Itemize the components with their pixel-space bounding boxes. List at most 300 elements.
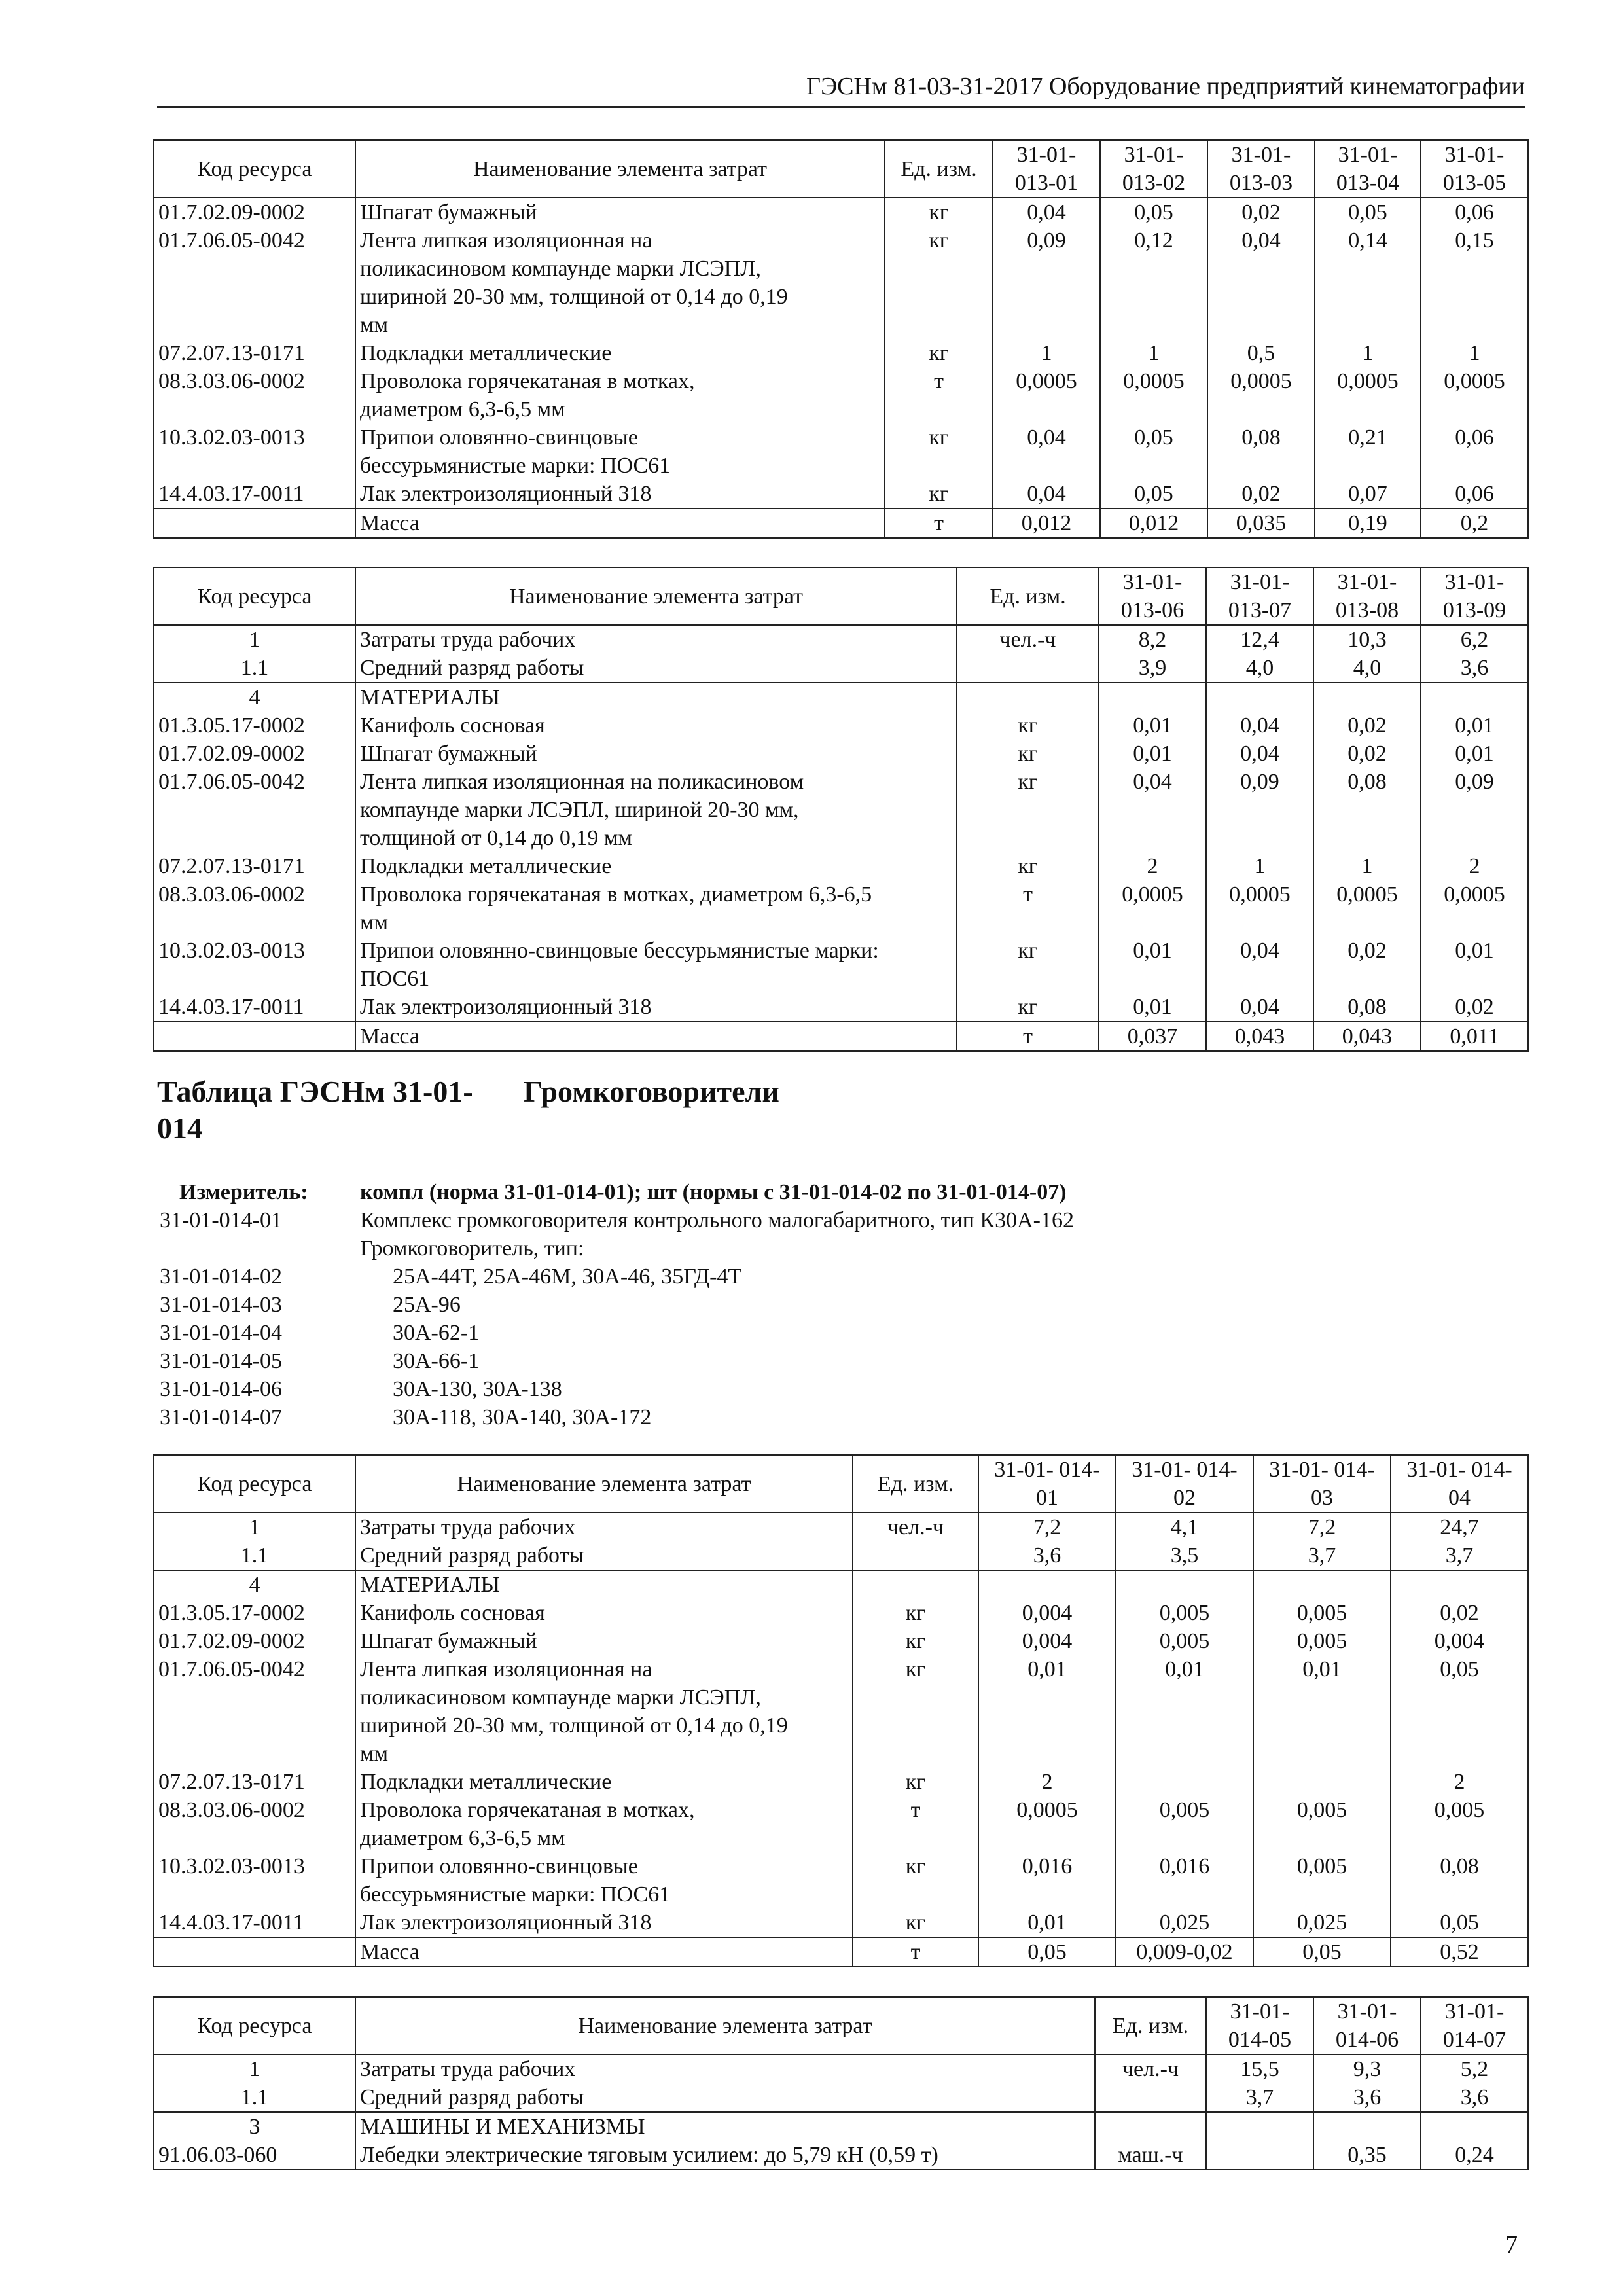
table-row xyxy=(154,423,1528,480)
value-cell: 0,04 xyxy=(993,198,1100,226)
table-row xyxy=(154,198,1528,226)
cost-element-name: Лак электроизоляционный 318 xyxy=(355,480,885,509)
col-header-name: Наименование элемента затрат xyxy=(355,1455,853,1513)
norm-line xyxy=(160,1234,1074,1263)
value-cell: 2 xyxy=(1099,852,1206,880)
value-cell: 6,2 xyxy=(1421,625,1528,654)
value-cell xyxy=(1206,2112,1313,2141)
value-cell: 5,2 xyxy=(1421,2054,1528,2083)
col-header-norm: 31-01- 014- 01 xyxy=(978,1455,1116,1513)
value-cell: 2 xyxy=(1421,852,1528,880)
table-row xyxy=(154,2083,1528,2112)
col-header-norm: 31-01- 014- 04 xyxy=(1391,1455,1528,1513)
table-row xyxy=(154,1796,1528,1852)
value-cell xyxy=(1253,1768,1391,1796)
col-header-name: Наименование элемента затрат xyxy=(355,140,885,198)
unit-cell: кг xyxy=(957,740,1099,768)
norm-description: 25А-44Т, 25А-46М, 30А-46, 35ГД-4Т xyxy=(393,1265,742,1289)
table-row xyxy=(154,654,1528,683)
value-cell: 4,1 xyxy=(1116,1513,1253,1541)
cost-element-name: МАШИНЫ И МЕХАНИЗМЫ xyxy=(355,2112,1095,2141)
value-cell: 0,005 xyxy=(1253,1627,1391,1655)
value-cell: 0,02 xyxy=(1313,740,1421,768)
value-cell xyxy=(1116,1768,1253,1796)
value-cell: 1 xyxy=(1313,852,1421,880)
table-row xyxy=(154,1570,1528,1599)
value-cell: 0,04 xyxy=(1099,768,1206,852)
col-header-name: Наименование элемента затрат xyxy=(355,567,957,625)
value-cell: 9,3 xyxy=(1313,2054,1421,2083)
norm-code: 31-01-014-05 xyxy=(160,1349,282,1373)
table-row xyxy=(154,480,1528,509)
cost-element-name: Масса xyxy=(355,1937,853,1967)
value-cell: 0,0005 xyxy=(993,367,1100,423)
table-row xyxy=(154,1852,1528,1909)
unit-cell: кг xyxy=(853,1768,978,1796)
unit-cell: т xyxy=(885,509,993,538)
unit-cell xyxy=(853,1570,978,1599)
unit-cell xyxy=(1095,2112,1206,2141)
value-cell: 4,0 xyxy=(1313,654,1421,683)
cost-element-name: Подкладки металлические xyxy=(355,1768,853,1796)
value-cell: 0,005 xyxy=(1116,1796,1253,1852)
unit-cell: кг xyxy=(885,480,993,509)
table-row xyxy=(154,1541,1528,1570)
resource-code: 4 xyxy=(154,1570,355,1599)
norm-description: 30А-66-1 xyxy=(393,1349,480,1373)
measurer-block xyxy=(160,1178,1074,1431)
col-header-code: Код ресурса xyxy=(154,140,355,198)
value-cell: 0,06 xyxy=(1421,423,1528,480)
value-cell: 0,01 xyxy=(1116,1655,1253,1768)
value-cell: 0,01 xyxy=(978,1909,1116,1937)
norm-description: Громкоговоритель, тип: xyxy=(360,1236,584,1261)
col-header-norm: 31-01- 014- 02 xyxy=(1116,1455,1253,1513)
measurer-row xyxy=(160,1178,1074,1206)
norm-description: 30А-118, 30А-140, 30А-172 xyxy=(393,1405,652,1429)
value-cell: 0,2 xyxy=(1421,509,1528,538)
value-cell: 0,08 xyxy=(1391,1852,1528,1909)
value-cell: 3,6 xyxy=(1313,2083,1421,2112)
resource-table-014-01-04 xyxy=(153,1454,1529,1967)
value-cell: 0,0005 xyxy=(1421,880,1528,937)
value-cell: 0,01 xyxy=(1253,1655,1391,1768)
norm-description: 30А-130, 30А-138 xyxy=(393,1377,562,1401)
cost-element-name: Средний разряд работы xyxy=(355,654,957,683)
value-cell: 0,35 xyxy=(1313,2141,1421,2170)
table-row xyxy=(154,1599,1528,1627)
value-cell: 2 xyxy=(1391,1768,1528,1796)
norm-line xyxy=(160,1403,1074,1431)
unit-cell: кг xyxy=(957,937,1099,993)
value-cell: 0,09 xyxy=(993,226,1100,339)
resource-code: 3 xyxy=(154,2112,355,2141)
col-header-code: Код ресурса xyxy=(154,1997,355,2054)
value-cell: 7,2 xyxy=(978,1513,1116,1541)
col-header-norm: 31-01- 013-02 xyxy=(1100,140,1207,198)
value-cell: 3,7 xyxy=(1206,2083,1313,2112)
value-cell: 0,01 xyxy=(1099,740,1206,768)
norm-code: 31-01-014-04 xyxy=(160,1321,282,1345)
value-cell: 0,52 xyxy=(1391,1937,1528,1967)
table-row xyxy=(154,937,1528,993)
cost-element-name: Подкладки металлические xyxy=(355,852,957,880)
value-cell: 0,01 xyxy=(1099,993,1206,1022)
value-cell: 0,05 xyxy=(1391,1655,1528,1768)
unit-cell xyxy=(957,683,1099,711)
cost-element-name: Шпагат бумажный xyxy=(355,740,957,768)
value-cell: 0,005 xyxy=(1253,1852,1391,1909)
value-cell: 0,01 xyxy=(1099,937,1206,993)
table-row xyxy=(154,1627,1528,1655)
cost-element-name: Затраты труда рабочих xyxy=(355,625,957,654)
value-cell: 0,0005 xyxy=(1421,367,1528,423)
value-cell: 0,01 xyxy=(1099,711,1206,740)
table-title: Громкоговорители xyxy=(524,1075,779,1108)
table-row xyxy=(154,625,1528,654)
resource-table-013-01-05 xyxy=(153,139,1529,539)
col-header-code: Код ресурса xyxy=(154,567,355,625)
cost-element-name: Масса xyxy=(355,1022,957,1051)
unit-cell: кг xyxy=(885,226,993,339)
resource-code: 07.2.07.13-0171 xyxy=(154,852,355,880)
value-cell: 0,05 xyxy=(1100,198,1207,226)
resource-code: 14.4.03.17-0011 xyxy=(154,993,355,1022)
norm-line xyxy=(160,1319,1074,1347)
value-cell: 0,02 xyxy=(1207,480,1315,509)
value-cell: 0,02 xyxy=(1421,993,1528,1022)
resource-code: 01.7.02.09-0002 xyxy=(154,198,355,226)
norm-description: 25А-96 xyxy=(393,1293,461,1317)
value-cell: 0,005 xyxy=(1116,1599,1253,1627)
value-cell: 0,01 xyxy=(978,1655,1116,1768)
table-row xyxy=(154,339,1528,367)
value-cell: 0,016 xyxy=(1116,1852,1253,1909)
value-cell xyxy=(1313,683,1421,711)
norm-line xyxy=(160,1263,1074,1291)
table-header-row xyxy=(154,1997,1528,2054)
cost-element-name: Средний разряд работы xyxy=(355,2083,1095,2112)
resource-table-014-05-07 xyxy=(153,1996,1529,2170)
value-cell: 0,005 xyxy=(1253,1599,1391,1627)
value-cell: 0,04 xyxy=(1206,993,1313,1022)
norm-code: 31-01-014-06 xyxy=(160,1377,282,1401)
table-row xyxy=(154,993,1528,1022)
value-cell: 0,06 xyxy=(1421,198,1528,226)
norm-code: 31-01-014-01 xyxy=(160,1208,282,1232)
cost-element-name: МАТЕРИАЛЫ xyxy=(355,1570,853,1599)
table-row xyxy=(154,1937,1528,1967)
col-header-unit: Ед. изм. xyxy=(1095,1997,1206,2054)
cost-element-name: Лента липкая изоляционная на поликасиновом компаунде марки ЛСЭПЛ, шириной 20-30 мм, толщиной от 0,14 до 0,19 мм xyxy=(355,226,885,339)
resource-code: 01.7.06.05-0042 xyxy=(154,768,355,852)
cost-element-name: Затраты труда рабочих xyxy=(355,1513,853,1541)
value-cell: 0,02 xyxy=(1207,198,1315,226)
value-cell: 0,05 xyxy=(1315,198,1421,226)
table-row xyxy=(154,2054,1528,2083)
unit-cell: кг xyxy=(885,423,993,480)
value-cell: 0,005 xyxy=(1391,1796,1528,1852)
cost-element-name: Средний разряд работы xyxy=(355,1541,853,1570)
value-cell: 1 xyxy=(1421,339,1528,367)
value-cell: 1 xyxy=(1315,339,1421,367)
value-cell: 1 xyxy=(1206,852,1313,880)
norm-line xyxy=(160,1206,1074,1234)
value-cell xyxy=(1206,683,1313,711)
cost-element-name: Лента липкая изоляционная на поликасиновом компаунде марки ЛСЭПЛ, шириной 20-30 мм, толщиной от 0,14 до 0,19 мм xyxy=(355,1655,853,1768)
table-row xyxy=(154,1022,1528,1051)
value-cell: 0,004 xyxy=(978,1599,1116,1627)
unit-cell: т xyxy=(853,1937,978,1967)
resource-code: 08.3.03.06-0002 xyxy=(154,367,355,423)
cost-element-name: Шпагат бумажный xyxy=(355,198,885,226)
value-cell: 0,04 xyxy=(1207,226,1315,339)
resource-code: 4 xyxy=(154,683,355,711)
value-cell: 0,0005 xyxy=(1100,367,1207,423)
cost-element-name: Лента липкая изоляционная на поликасиновом компаунде марки ЛСЭПЛ, шириной 20-30 мм, толщиной от 0,14 до 0,19 мм xyxy=(355,768,957,852)
unit-cell: кг xyxy=(853,1909,978,1937)
resource-code: 01.7.02.09-0002 xyxy=(154,1627,355,1655)
resource-code: 01.7.06.05-0042 xyxy=(154,1655,355,1768)
unit-cell: кг xyxy=(957,993,1099,1022)
value-cell: 0,0005 xyxy=(1207,367,1315,423)
value-cell: 0,05 xyxy=(1391,1909,1528,1937)
value-cell: 0,025 xyxy=(1253,1909,1391,1937)
value-cell: 0,004 xyxy=(978,1627,1116,1655)
value-cell: 3,6 xyxy=(1421,2083,1528,2112)
table-row xyxy=(154,768,1528,852)
unit-cell: кг xyxy=(853,1627,978,1655)
col-header-norm: 31-01- 013-05 xyxy=(1421,140,1528,198)
value-cell: 0,043 xyxy=(1313,1022,1421,1051)
value-cell: 0,01 xyxy=(1421,711,1528,740)
resource-code: 10.3.02.03-0013 xyxy=(154,1852,355,1909)
col-header-norm: 31-01- 013-04 xyxy=(1315,140,1421,198)
col-header-norm: 31-01- 013-03 xyxy=(1207,140,1315,198)
table-row xyxy=(154,226,1528,339)
value-cell xyxy=(1116,1570,1253,1599)
col-header-unit: Ед. изм. xyxy=(853,1455,978,1513)
cost-element-name: Припои оловянно-свинцовые бессурьмянистые марки: ПОС61 xyxy=(355,1852,853,1909)
value-cell: 0,05 xyxy=(1100,423,1207,480)
col-header-norm: 31-01- 014-06 xyxy=(1313,1997,1421,2054)
cost-element-name: Шпагат бумажный xyxy=(355,1627,853,1655)
value-cell: 0,05 xyxy=(1100,480,1207,509)
table-row xyxy=(154,2112,1528,2141)
resource-code: 10.3.02.03-0013 xyxy=(154,423,355,480)
value-cell: 2 xyxy=(978,1768,1116,1796)
value-cell: 0,09 xyxy=(1206,768,1313,852)
unit-cell: кг xyxy=(957,711,1099,740)
value-cell xyxy=(1253,1570,1391,1599)
resource-code: 01.3.05.17-0002 xyxy=(154,711,355,740)
col-header-unit: Ед. изм. xyxy=(957,567,1099,625)
value-cell: 0,043 xyxy=(1206,1022,1313,1051)
resource-code: 01.7.02.09-0002 xyxy=(154,740,355,768)
resource-code: 91.06.03-060 xyxy=(154,2141,355,2170)
cost-element-name: МАТЕРИАЛЫ xyxy=(355,683,957,711)
value-cell: 7,2 xyxy=(1253,1513,1391,1541)
resource-code: 08.3.03.06-0002 xyxy=(154,1796,355,1852)
resource-code: 10.3.02.03-0013 xyxy=(154,937,355,993)
table-row xyxy=(154,1655,1528,1768)
col-header-norm: 31-01- 013-07 xyxy=(1206,567,1313,625)
value-cell: 0,02 xyxy=(1313,711,1421,740)
norm-code: 31-01-014-02 xyxy=(160,1265,282,1289)
col-header-norm: 31-01- 013-06 xyxy=(1099,567,1206,625)
value-cell: 8,2 xyxy=(1099,625,1206,654)
unit-cell xyxy=(853,1541,978,1570)
value-cell: 0,04 xyxy=(993,423,1100,480)
cost-element-name: Проволока горячекатаная в мотках, диаметром 6,3-6,5 мм xyxy=(355,367,885,423)
measurer-text: компл (норма 31-01-014-01); шт (нормы с 31-01-014-02 по 31-01-014-07) xyxy=(360,1180,1067,1204)
resource-code: 07.2.07.13-0171 xyxy=(154,339,355,367)
resource-code: 14.4.03.17-0011 xyxy=(154,1909,355,1937)
unit-cell xyxy=(1095,2083,1206,2112)
value-cell: 0,005 xyxy=(1116,1627,1253,1655)
table-row xyxy=(154,852,1528,880)
col-header-norm: 31-01- 014-05 xyxy=(1206,1997,1313,2054)
value-cell: 0,19 xyxy=(1315,509,1421,538)
value-cell xyxy=(1421,2112,1528,2141)
value-cell: 0,035 xyxy=(1207,509,1315,538)
value-cell: 0,02 xyxy=(1391,1599,1528,1627)
unit-cell: кг xyxy=(957,768,1099,852)
value-cell: 0,07 xyxy=(1315,480,1421,509)
unit-cell: чел.-ч xyxy=(957,625,1099,654)
value-cell: 3,9 xyxy=(1099,654,1206,683)
value-cell: 0,016 xyxy=(978,1852,1116,1909)
resource-code: 1.1 xyxy=(154,654,355,683)
table-row xyxy=(154,367,1528,423)
cost-element-name: Припои оловянно-свинцовые бессурьмянистые марки: ПОС61 xyxy=(355,423,885,480)
value-cell: 0,5 xyxy=(1207,339,1315,367)
resource-code xyxy=(154,1022,355,1051)
table-header-row xyxy=(154,140,1528,198)
cost-element-name: Затраты труда рабочих xyxy=(355,2054,1095,2083)
page-number: 7 xyxy=(1505,2231,1518,2259)
value-cell: 3,6 xyxy=(1421,654,1528,683)
col-header-norm: 31-01- 014- 03 xyxy=(1253,1455,1391,1513)
value-cell: 1 xyxy=(1100,339,1207,367)
value-cell: 0,15 xyxy=(1421,226,1528,339)
value-cell: 0,05 xyxy=(1253,1937,1391,1967)
table-row xyxy=(154,1909,1528,1937)
norm-code: 31-01-014-07 xyxy=(160,1405,282,1429)
unit-cell: т xyxy=(957,1022,1099,1051)
resource-code: 1 xyxy=(154,1513,355,1541)
resource-code: 01.3.05.17-0002 xyxy=(154,1599,355,1627)
col-header-norm: 31-01- 013-09 xyxy=(1421,567,1528,625)
table-row xyxy=(154,509,1528,538)
value-cell: 0,0005 xyxy=(1206,880,1313,937)
col-header-unit: Ед. изм. xyxy=(885,140,993,198)
table-header-row xyxy=(154,1455,1528,1513)
unit-cell: кг xyxy=(853,1852,978,1909)
norm-description: 30А-62-1 xyxy=(393,1321,480,1345)
value-cell xyxy=(1421,683,1528,711)
resource-code: 1 xyxy=(154,2054,355,2083)
value-cell: 10,3 xyxy=(1313,625,1421,654)
col-header-name: Наименование элемента затрат xyxy=(355,1997,1095,2054)
value-cell xyxy=(1391,1570,1528,1599)
resource-code: 1.1 xyxy=(154,1541,355,1570)
value-cell: 3,6 xyxy=(978,1541,1116,1570)
value-cell xyxy=(978,1570,1116,1599)
resource-code xyxy=(154,1937,355,1967)
value-cell: 0,12 xyxy=(1100,226,1207,339)
value-cell: 0,02 xyxy=(1313,937,1421,993)
table-row xyxy=(154,1768,1528,1796)
norm-description: Комплекс громкоговорителя контрольного малогабаритного, тип К30А-162 xyxy=(360,1208,1074,1232)
unit-cell: т xyxy=(853,1796,978,1852)
value-cell: 0,005 xyxy=(1253,1796,1391,1852)
resource-code: 1 xyxy=(154,625,355,654)
value-cell: 0,06 xyxy=(1421,480,1528,509)
unit-cell: кг xyxy=(853,1655,978,1768)
table-row xyxy=(154,2141,1528,2170)
cost-element-name: Подкладки металлические xyxy=(355,339,885,367)
col-header-norm: 31-01- 014-07 xyxy=(1421,1997,1528,2054)
table-row xyxy=(154,880,1528,937)
value-cell xyxy=(1313,2112,1421,2141)
value-cell: 0,011 xyxy=(1421,1022,1528,1051)
col-header-norm: 31-01- 013-08 xyxy=(1313,567,1421,625)
value-cell: 3,5 xyxy=(1116,1541,1253,1570)
value-cell: 0,21 xyxy=(1315,423,1421,480)
unit-cell: чел.-ч xyxy=(853,1513,978,1541)
value-cell: 0,08 xyxy=(1313,993,1421,1022)
cost-element-name: Проволока горячекатаная в мотках, диаметром 6,3-6,5 мм xyxy=(355,1796,853,1852)
table-row xyxy=(154,740,1528,768)
cost-element-name: Проволока горячекатаная в мотках, диаметром 6,3-6,5 мм xyxy=(355,880,957,937)
value-cell: 3,7 xyxy=(1391,1541,1528,1570)
value-cell: 0,05 xyxy=(978,1937,1116,1967)
resource-code: 1.1 xyxy=(154,2083,355,2112)
cost-element-name: Лак электроизоляционный 318 xyxy=(355,993,957,1022)
measurer-label: Измеритель: xyxy=(179,1180,308,1204)
table-section-title xyxy=(157,1073,779,1147)
value-cell: 0,0005 xyxy=(1099,880,1206,937)
value-cell: 4,0 xyxy=(1206,654,1313,683)
value-cell: 15,5 xyxy=(1206,2054,1313,2083)
value-cell: 0,09 xyxy=(1421,768,1528,852)
norm-code xyxy=(160,1234,360,1263)
unit-cell: кг xyxy=(853,1599,978,1627)
resource-code: 01.7.06.05-0042 xyxy=(154,226,355,339)
resource-code: 08.3.03.06-0002 xyxy=(154,880,355,937)
table-row xyxy=(154,1513,1528,1541)
value-cell: 0,04 xyxy=(1206,711,1313,740)
value-cell: 0,0005 xyxy=(1315,367,1421,423)
unit-cell: т xyxy=(957,880,1099,937)
unit-cell xyxy=(957,654,1099,683)
norm-line xyxy=(160,1347,1074,1375)
table-row xyxy=(154,683,1528,711)
value-cell: 0,04 xyxy=(1206,740,1313,768)
running-header: ГЭСНм 81-03-31-2017 Оборудование предприятий кинематографии xyxy=(157,72,1525,108)
value-cell: 0,04 xyxy=(993,480,1100,509)
value-cell xyxy=(1099,683,1206,711)
value-cell: 0,012 xyxy=(993,509,1100,538)
resource-code: 07.2.07.13-0171 xyxy=(154,1768,355,1796)
resource-code: 14.4.03.17-0011 xyxy=(154,480,355,509)
table-header-row xyxy=(154,567,1528,625)
value-cell: 0,0005 xyxy=(978,1796,1116,1852)
value-cell: 0,08 xyxy=(1313,768,1421,852)
value-cell: 0,009-0,02 xyxy=(1116,1937,1253,1967)
resource-code xyxy=(154,509,355,538)
